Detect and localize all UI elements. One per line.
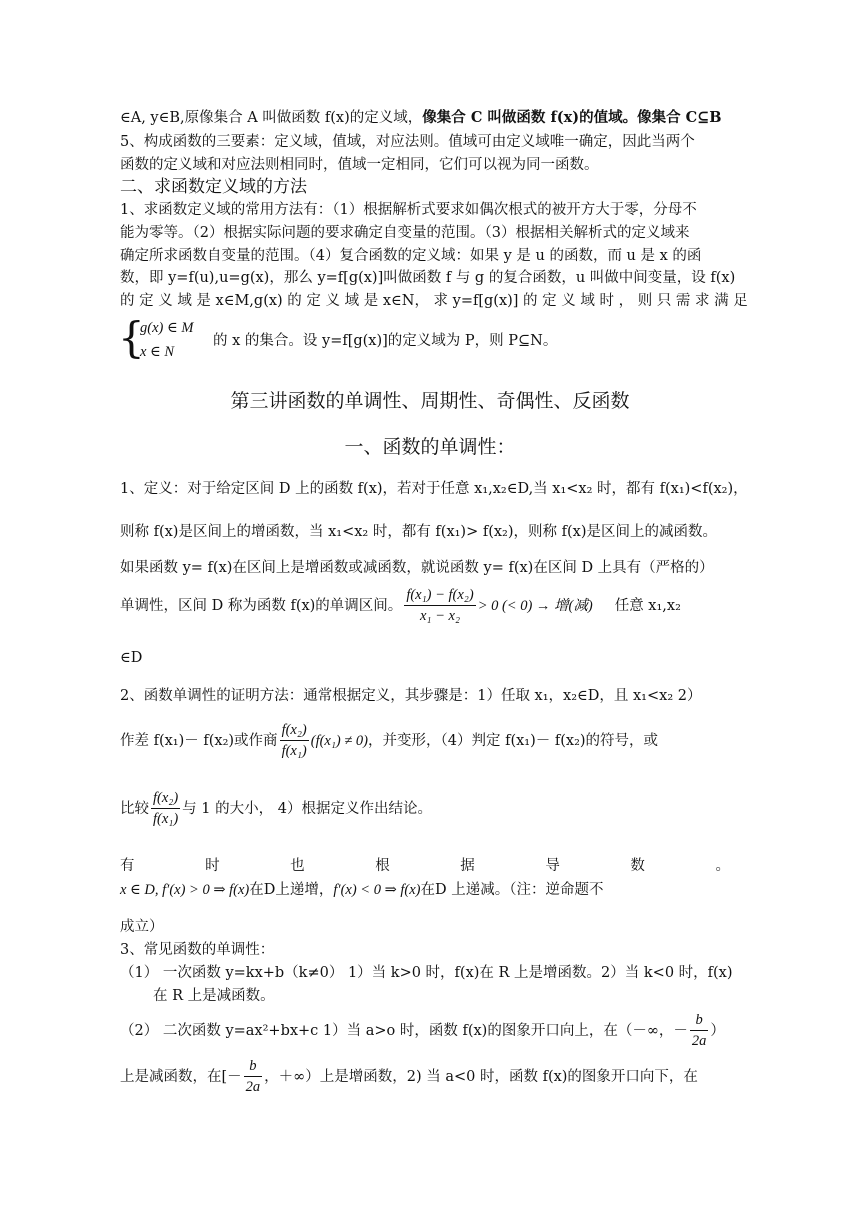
line-quadratic-increasing: [120, 1056, 698, 1097]
spread-char: 时: [205, 858, 220, 874]
text-increasing-on-d: 在D上递增，: [249, 882, 334, 898]
spread-char: 导: [545, 858, 560, 874]
compare-denominator: f(x₁): [153, 811, 179, 827]
text-close-paren: ）: [710, 1022, 725, 1039]
line-method-2: 能为零等。（2）根据实际问题的要求确定自变量的范围。（3）根据相关解析式的定义域来: [120, 225, 690, 241]
difference-quotient-denominator: x₁ − x₂: [420, 608, 460, 624]
line-in-d: ∈D: [120, 650, 143, 666]
vertex-denominator: 2a: [691, 1033, 707, 1049]
text-decreasing-on-d: 在D 上递减。（注：逆命题不: [420, 882, 604, 898]
spread-char: 。: [715, 858, 730, 874]
line-proof-steps: 2、函数单调性的证明方法：通常根据定义，其步骤是：1）任取 x₁，x₂∈D，且 x₁<x₂ 2）: [120, 688, 702, 704]
section-title-monotonic: 一、函数的单调性：: [344, 436, 516, 458]
text-quadratic-up: （2） 二次函数 y=ax²+bx+c 1）当 a>o 时，函数 f(x)的图象开口向上，在（－∞，－: [120, 1022, 688, 1039]
spread-char: 根: [375, 858, 390, 874]
compare-numerator: f(x₂): [151, 788, 180, 809]
text-domain-def: ∈A, y∈B,原像集合 A 叫做函数 f(x)的定义域，: [120, 110, 423, 126]
line-quadratic-function: [120, 1010, 725, 1051]
quotient-fraction: [280, 720, 309, 761]
text-range-def-bold: 像集合 C 叫做函数 f(x)的值域。像集合 C⊆B: [422, 109, 722, 126]
spread-char: 也: [290, 858, 305, 874]
line-method-3: 确定所求函数自变量的范围。（4）复合函数的定义域：如果 y 是 u 的函数，而 u 是 x 的函: [120, 248, 702, 264]
line-linear-decreasing: 在 R 上是减函数。: [153, 988, 275, 1004]
quotient-numerator: f(x₂): [280, 720, 309, 741]
line-method-1: 1、求函数定义域的常用方法有：（1）根据解析式要求如偶次根式的被开方大于零，分母不: [120, 202, 697, 218]
line-derivative-spread: [120, 854, 730, 875]
difference-quotient: [404, 585, 475, 626]
line-common-functions: 3、常见函数的单调性：: [120, 942, 275, 958]
line-composite: 数，即 y=f(u),u=g(x)，那么 y=f[g(x)]叫做函数 f 与 g 的复合函数，u 叫做中间变量，设 f(x): [120, 270, 736, 286]
line-monotonic-interval: [120, 585, 681, 626]
text-difference-or-quotient: 作差 f(x₁)－ f(x₂)或作商: [120, 732, 278, 749]
text-compare-with-one: 与 1 的大小， 4）根据定义作出结论。: [182, 800, 432, 817]
text-compare: 比较: [120, 800, 149, 817]
line-definition-1: 1、定义：对于给定区间 D 上的函数 f(x)，若对于任意 x₁,x₂∈D,当 x₁<x₂ 时，都有 f(x₁)<f(x₂)，: [120, 481, 748, 497]
text-any-x: 任意 x₁,x₂: [614, 597, 681, 614]
line-range-definition: [120, 108, 722, 128]
compare-fraction: [151, 788, 180, 829]
difference-quotient-numerator: f(x₁) − f(x₂): [404, 585, 475, 606]
lecture-title: 第三讲函数的单调性、周期性、奇偶性、反函数: [230, 390, 630, 412]
line-composite-domain: 的 定 义 域 是 x∈M,g(x) 的 定 义 域 是 x∈N， 求 y=f[g(x)] 的 定 义 域 时 ， 则 只 需 求 满 足: [120, 293, 748, 309]
system-bottom: x ∈ N: [140, 344, 175, 360]
spread-char: 有: [120, 858, 135, 874]
text-derivative-negative: f′(x) < 0 ⇒ f(x): [333, 882, 421, 898]
text-judge-sign: ，并变形，（4）判定 f(x₁)－ f(x₂)的符号，或: [368, 732, 659, 749]
text-derivative-positive: x ∈ D, f′(x) > 0 ⇒ f(x): [120, 882, 250, 898]
quotient-denominator: f(x₁): [281, 743, 307, 759]
line-same-function: 函数的定义域和对应法则相同时，值域一定相同，它们可以视为同一函数。: [120, 157, 599, 173]
line-proof-quotient: [120, 720, 658, 761]
system-brace: {: [118, 313, 145, 362]
text-increasing-quadratic-down: ，＋∞）上是增函数，2) 当 a<0 时，函数 f(x)的图象开口向下，在: [264, 1068, 698, 1085]
heading-domain-methods: 二、求函数定义域的方法: [120, 177, 307, 197]
vertex-fraction: [690, 1010, 709, 1051]
line-linear-function: （1） 一次函数 y=kx+b（k≠0） 1）当 k>0 时，f(x)在 R 上是增函数。2）当 k<0 时，f(x): [120, 965, 733, 981]
line-three-elements: 5、构成函数的三要素：定义域，值域，对应法则。值域可由定义域唯一确定，因此当两个: [120, 134, 695, 150]
text-monotonic-interval: 单调性，区间 D 称为函数 f(x)的单调区间。: [120, 597, 403, 614]
vertex-numerator: b: [690, 1010, 709, 1031]
vertex-numerator-2: b: [244, 1056, 263, 1077]
system-top: g(x) ∈ M: [140, 320, 194, 336]
spread-char: 数: [630, 858, 645, 874]
vertex-denominator-2: 2a: [245, 1079, 261, 1095]
spread-char: 据: [460, 858, 475, 874]
line-compare-one: [120, 788, 432, 829]
line-derivative-rule: [120, 880, 603, 900]
text-increase-decrease: > 0 (< 0) → 增(减): [477, 597, 593, 614]
line-set-p: 的 x 的集合。设 y=f[g(x)]的定义域为 P，则 P⊆N。: [213, 333, 558, 349]
line-definition-2: 则称 f(x)是区间上的增函数，当 x₁<x₂ 时，都有 f(x₁)> f(x₂)，则称 f(x)是区间上的减函数。: [120, 524, 717, 540]
text-nonzero-condition: (f(x₁) ≠ 0): [310, 732, 369, 749]
vertex-fraction-2: [244, 1056, 263, 1097]
line-converse-note: 成立）: [120, 919, 164, 935]
line-definition-3: 如果函数 y= f(x)在区间上是增函数或减函数，就说函数 y= f(x)在区间 D 上具有（严格的）: [120, 560, 714, 576]
text-decreasing-then: 上是减函数，在[－: [120, 1068, 242, 1085]
